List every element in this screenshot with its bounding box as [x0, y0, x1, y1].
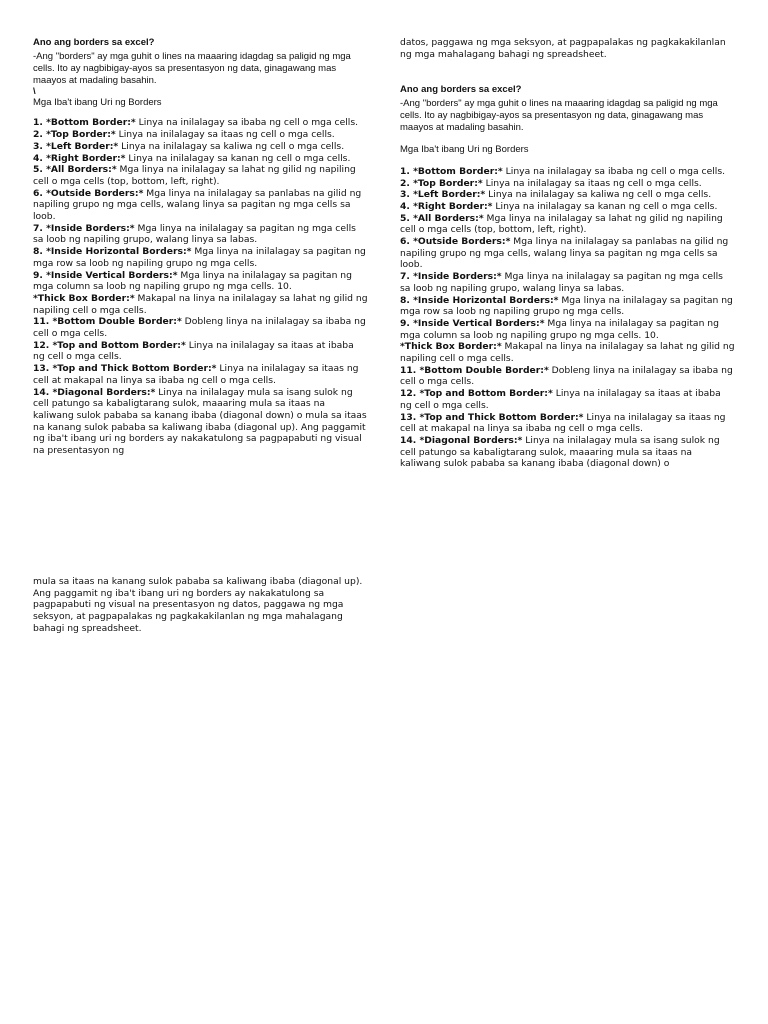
item-label: 11. *Bottom Double Border:* — [400, 364, 549, 376]
list-item — [400, 412, 735, 435]
intro-paragraph: -Ang "borders" ay mga guhit o lines na maaaring idagdag sa paligid ng mga cells. Ito ay nagbibigay-ayos sa presentasyon ng data, ginagawang mas maayos at madaling basahin. — [400, 98, 718, 133]
item-text: Linya na inilalagay mula sa isang sulok ng cell patungo sa kabaligtarang sulok, maaaring mula sa itaas na kaliwang sulok pababa sa kanang ibaba (diagonal down) o — [400, 434, 720, 470]
item-text: Mga linya na inilalagay sa pagitan ng mga row sa loob ng napiling grupo ng mga cells. — [400, 294, 733, 318]
section-subtitle: Mga Iba't ibang Uri ng Borders — [33, 97, 162, 109]
item-text: Linya na inilalagay sa itaas ng cell o mga cells. — [115, 129, 335, 141]
item-label: 1. *Bottom Border:* — [400, 165, 503, 177]
list-item — [400, 166, 735, 178]
item-label: 11. *Bottom Double Border:* — [33, 316, 182, 328]
item-label: *Thick Box Border:* — [400, 341, 502, 353]
item-label: 6. *Outside Borders:* — [33, 187, 144, 199]
list-item — [400, 236, 735, 271]
list-item — [33, 293, 368, 316]
list-item — [400, 201, 735, 213]
list-item — [400, 295, 735, 318]
list-item — [33, 129, 368, 141]
item-text: Linya na inilalagay sa kanan ng cell o mga cells. — [492, 200, 718, 212]
item-label: 3. *Left Border:* — [33, 140, 119, 152]
list-item — [33, 153, 368, 165]
item-label: 12. *Top and Bottom Border:* — [33, 339, 186, 351]
list-item — [33, 316, 368, 339]
list-item — [400, 365, 735, 388]
list-item — [33, 164, 368, 187]
list-item — [400, 318, 735, 341]
list-item — [33, 188, 368, 223]
intro-paragraph: -Ang "borders" ay mga guhit o lines na maaaring idagdag sa paligid ng mga cells. Ito ay nagbibigay-ayos sa presentasyon ng data, ginagawang mas maayos at madaling basahin. — [33, 51, 351, 86]
item-label: 1. *Bottom Border:* — [33, 117, 136, 129]
item-text: Makapal na linya na inilalagay sa lahat ng gilid ng napiling cell o mga cells. — [400, 341, 735, 365]
item-label: 2. *Top Border:* — [33, 129, 116, 141]
list-item — [33, 223, 368, 246]
list-item — [33, 246, 368, 269]
item-text: Makapal na linya na inilalagay sa lahat ng gilid ng napiling cell o mga cells. — [33, 292, 368, 316]
list-item — [400, 271, 735, 294]
item-label: 14. *Diagonal Borders:* — [33, 386, 156, 398]
item-label: 4. *Right Border:* — [400, 200, 493, 212]
list-item — [400, 435, 735, 470]
item-label: 9. *Inside Vertical Borders:* — [400, 317, 545, 329]
item-text: Linya na inilalagay sa itaas ng cell at makapal na linya sa ibaba ng cell o mga cells. — [400, 411, 726, 435]
item-label: 7. *Inside Borders:* — [33, 222, 135, 234]
left-column-continuation — [33, 576, 368, 635]
item-text: Mga linya na inilalagay sa pagitan ng mga column sa loob ng napiling grupo ng mga cells. 10. — [33, 269, 352, 293]
list-item — [400, 341, 735, 364]
item-text: Mga linya na inilalagay sa pagitan ng mga row sa loob ng napiling grupo ng mga cells. — [33, 246, 366, 269]
item-text: Linya na inilalagay sa itaas ng cell o mga cells. — [482, 177, 702, 189]
backslash-glyph: \ — [33, 86, 36, 98]
item-text: Mga linya na inilalagay sa panlabas na gilid ng napiling grupo ng mga cells, walang linya sa pagitan ng mga cells sa loob. — [400, 236, 729, 271]
item-label: *Thick Box Border:* — [33, 292, 135, 304]
item-label: 7. *Inside Borders:* — [400, 271, 502, 283]
item-text: Linya na inilalagay sa kaliwa ng cell o mga cells. — [118, 140, 345, 152]
border-types-list — [400, 166, 735, 470]
list-item — [400, 178, 735, 190]
item-text: Mga linya na inilalagay sa panlabas na gilid ng napiling grupo ng mga cells, walang linya sa pagitan ng mga cells sa loob. — [33, 187, 362, 223]
item-text: Linya na inilalagay sa ibaba ng cell o mga cells. — [502, 165, 726, 177]
item-label: 4. *Right Border:* — [33, 152, 126, 164]
item-text: Linya na inilalagay sa itaas ng cell at makapal na linya sa ibaba ng cell o mga cells. — [33, 363, 359, 386]
list-item — [33, 363, 368, 386]
item-text: Linya na inilalagay sa kanan ng cell o mga cells. — [125, 152, 351, 164]
item-text: Mga linya na inilalagay sa pagitan ng mga cells sa loob ng napiling grupo, walang linya sa labas. — [33, 222, 356, 246]
list-item — [33, 141, 368, 153]
item-label: 12. *Top and Bottom Border:* — [400, 388, 553, 400]
section-title: Ano ang borders sa excel? — [33, 37, 155, 48]
item-label: 3. *Left Border:* — [400, 189, 486, 201]
item-text: Mga linya na inilalagay sa lahat ng gilid ng napiling cell o mga cells (top, bottom, left, right). — [33, 164, 356, 187]
continuation-paragraph: datos, paggawa ng mga seksyon, at pagpapalakas ng pagkakakilanlan ng mga mahalagang bahagi ng spreadsheet. — [400, 37, 726, 60]
item-label: 5. *All Borders:* — [33, 164, 117, 176]
item-text: Dobleng linya na inilalagay sa ibaba ng cell o mga cells. — [400, 364, 733, 388]
item-text: Linya na inilalagay sa itaas at ibaba ng cell o mga cells. — [33, 339, 354, 363]
item-text: Mga linya na inilalagay sa pagitan ng mga cells sa loob ng napiling grupo, walang linya sa labas. — [400, 271, 723, 294]
item-label: 8. *Inside Horizontal Borders:* — [400, 294, 559, 306]
item-label: 14. *Diagonal Borders:* — [400, 434, 523, 446]
item-label: 8. *Inside Horizontal Borders:* — [33, 246, 192, 258]
item-label: 2. *Top Border:* — [400, 177, 483, 189]
right-column — [400, 37, 735, 470]
item-text: Linya na inilalagay sa ibaba ng cell o mga cells. — [135, 117, 359, 129]
list-item — [400, 388, 735, 411]
continuation-paragraph: mula sa itaas na kanang sulok pababa sa kaliwang ibaba (diagonal up). Ang paggamit ng iba't ibang uri ng borders ay nakakatulong sa pagpapabuti ng visual na presentasyon ng datos, paggawa ng mga seksyon, at pagpapalakas ng pagkakakilanlan ng mga mahalagang bahagi ng spreadsheet. — [33, 576, 363, 634]
item-text: Linya na inilalagay sa kaliwa ng cell o mga cells. — [485, 189, 712, 201]
item-text: Linya na inilalagay mula sa isang sulok ng cell patungo sa kabaligtarang sulok, maaaring mula sa itaas na kaliwang sulok pababa sa kanang ibaba (diagonal down) o mula sa itaas na kanang sulok pababa sa kaliwang ibaba (diagonal up). Ang paggamit ng iba't ibang uri ng borders ay nakakatulong sa pagpapabuti ng visual na presentasyon ng — [33, 386, 367, 457]
list-item — [33, 387, 368, 457]
list-item — [400, 213, 735, 236]
left-column — [33, 37, 368, 457]
section-subtitle: Mga Iba't ibang Uri ng Borders — [400, 143, 529, 155]
list-item — [33, 340, 368, 363]
item-text: Mga linya na inilalagay sa lahat ng gilid ng napiling cell o mga cells (top, bottom, left, right). — [400, 212, 723, 236]
item-text: Dobleng linya na inilalagay sa ibaba ng cell o mga cells. — [33, 316, 366, 340]
section-title: Ano ang borders sa excel? — [400, 84, 522, 96]
item-label: 13. *Top and Thick Bottom Border:* — [400, 411, 584, 423]
item-label: 5. *All Borders:* — [400, 212, 484, 224]
border-types-list — [33, 117, 368, 456]
item-text: Mga linya na inilalagay sa pagitan ng mga column sa loob ng napiling grupo ng mga cells. 10. — [400, 317, 719, 341]
item-label: 9. *Inside Vertical Borders:* — [33, 269, 178, 281]
list-item — [33, 117, 368, 129]
list-item — [33, 270, 368, 293]
item-label: 13. *Top and Thick Bottom Border:* — [33, 363, 217, 375]
item-text: Linya na inilalagay sa itaas at ibaba ng cell o mga cells. — [400, 388, 721, 411]
list-item — [400, 189, 735, 201]
item-label: 6. *Outside Borders:* — [400, 236, 511, 248]
